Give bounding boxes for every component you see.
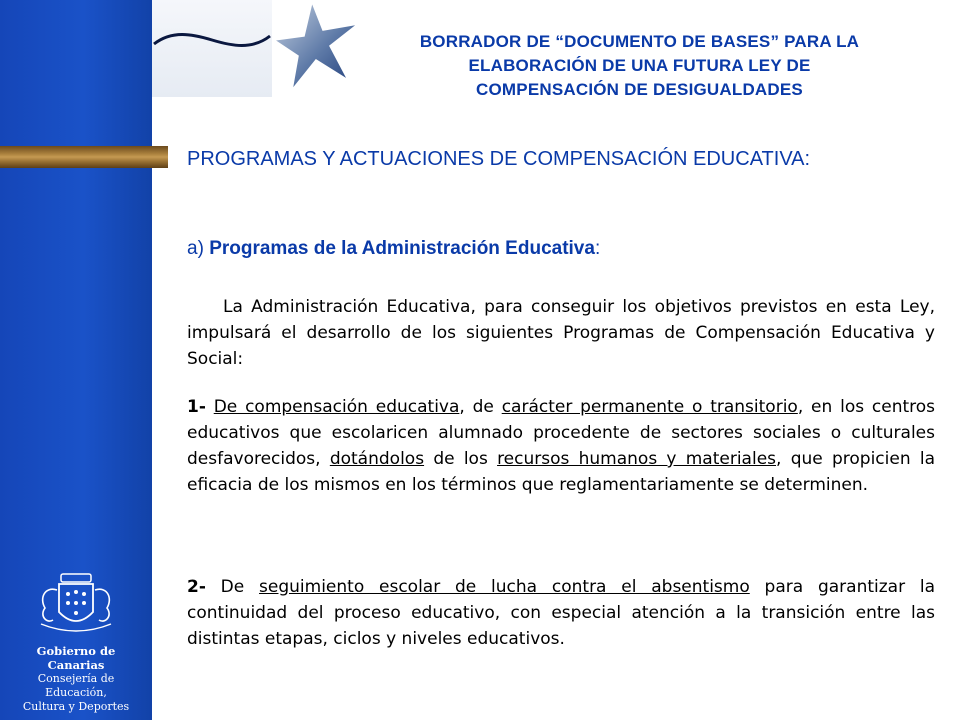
header-title-line-1: BORRADOR DE “DOCUMENTO DE BASES” PARA LA [419,32,860,51]
item-1-text-4: , que propicien la eficacia de los mismos en los términos que reglamentariamente se determinen. [187,449,935,495]
item-2-text-1: De [205,577,260,597]
government-name: Gobierno de Canarias [36,644,116,672]
item-2-underline-1: seguimiento escolar de lucha contra el absentismo [259,577,750,597]
section-title: PROGRAMAS Y ACTUACIONES DE COMPENSACIÓN EDUCATIVA: [187,148,811,170]
program-item-1 [187,394,935,498]
item-1-underline-1: De compensación educativa [213,397,460,417]
item-1-text-1: , de [459,397,502,417]
subheading [187,238,600,260]
government-crest-block [10,572,142,714]
intro-paragraph: La Administración Educativa, para conseguir los objetivos previstos en esta Ley, impulsará el desarrollo de los siguientes Programas de Compensación Educativa y Social: [187,297,935,369]
item-1-text-2: , en los centros educativos que escolaricen alumnado procedente de sectores sociales o culturales desfavorecidos, [187,397,936,469]
header-wave-graphic [152,0,272,97]
star-icon [270,0,362,97]
coat-of-arms-icon [21,572,131,640]
subheading-text: Programas de la Administración Educativa [209,238,595,259]
item-1-text-3: de los [424,449,498,469]
item-2-number: 2- [187,577,206,597]
header-title-line-3: COMPENSACIÓN DE DESIGUALDADES [476,80,803,99]
item-1-underline-3: dotándolos [329,449,425,469]
program-item-2 [187,574,935,652]
item-1-number: 1- [187,397,206,417]
item-2-text-2: para garantizar la continuidad del proceso educativo, con especial atención a la transición entre las distintas etapas, ciclos y niveles educativos. [187,577,935,649]
subheading-prefix: a) [187,238,204,259]
item-1-underline-4: recursos humanos y materiales [497,449,777,469]
department-line-1: Consejería de Educación, [37,672,115,699]
subheading-suffix: : [594,238,601,259]
document-header-title [362,30,917,102]
department-line-2: Cultura y Deportes [22,700,130,713]
header-title-line-2: ELABORACIÓN DE UNA FUTURA LEY DE [468,56,811,75]
gold-accent-bar [0,146,168,168]
item-1-underline-2: carácter permanente o transitorio [501,397,798,417]
